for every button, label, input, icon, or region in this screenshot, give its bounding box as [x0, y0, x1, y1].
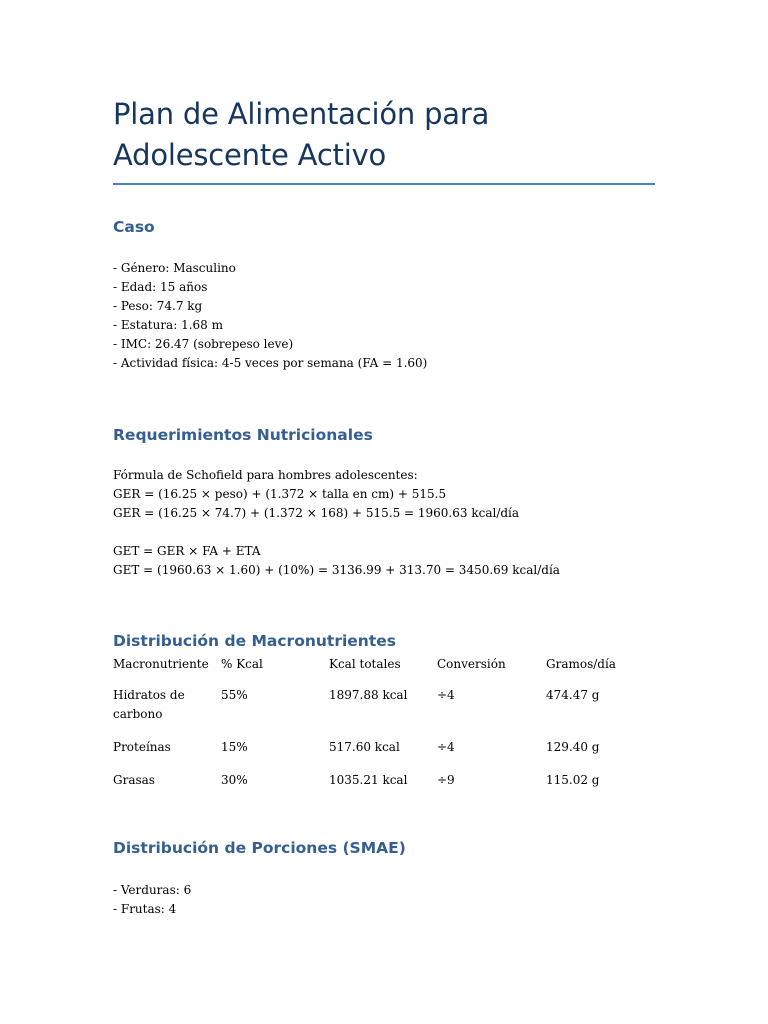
caso-item-actividad: - Actividad física: 4-5 veces por semana (FA = 1.60): [113, 356, 428, 370]
formula-get-result-line: GET = (1960.63 × 1.60) + (10%) = 3136.99 + 313.70 = 3450.69 kcal/día: [113, 563, 560, 577]
table-cell: 517.60 kcal: [329, 740, 400, 754]
table-cell: 1035.21 kcal: [329, 773, 408, 787]
table-cell: 129.40 g: [546, 740, 600, 754]
table-cell: 1897.88 kcal: [329, 688, 408, 702]
column-header: % Kcal: [221, 657, 263, 671]
formula-intro-line: Fórmula de Schofield para hombres adolescentes:: [113, 468, 418, 482]
table-cell: ÷4: [437, 740, 455, 754]
column-header: Kcal totales: [329, 657, 401, 671]
section-heading-porciones: Distribución de Porciones (SMAE): [113, 839, 406, 857]
caso-item-estatura: - Estatura: 1.68 m: [113, 318, 223, 332]
table-cell: Grasas: [113, 773, 155, 787]
formula-ger-result-line: GER = (16.25 × 74.7) + (1.372 × 168) + 515.5 = 1960.63 kcal/día: [113, 506, 520, 520]
section-heading-macronutrientes: Distribución de Macronutrientes: [113, 632, 396, 650]
table-cell: Proteínas: [113, 740, 171, 754]
table-cell: 15%: [221, 740, 248, 754]
document-title: Plan de Alimentación para Adolescente Activo: [113, 97, 490, 172]
porcion-item-frutas: - Frutas: 4: [113, 902, 177, 916]
table-row: [113, 763, 655, 796]
caso-list: [113, 259, 655, 373]
macronutrient-table: [113, 654, 655, 796]
table-cell: 115.02 g: [546, 773, 600, 787]
column-header: Gramos/día: [546, 657, 616, 671]
porciones-list: [113, 881, 655, 919]
formula-get-line: GET = GER × FA + ETA: [113, 544, 261, 558]
section-heading-requerimientos: Requerimientos Nutricionales: [113, 426, 373, 444]
title-underline: [113, 183, 655, 185]
caso-item-imc: - IMC: 26.47 (sobrepeso leve): [113, 337, 294, 351]
table-row: [113, 730, 655, 763]
caso-item-edad: - Edad: 15 años: [113, 280, 208, 294]
table-header-row: [113, 654, 655, 678]
table-cell: ÷9: [437, 773, 455, 787]
table-cell: Hidratos de carbono: [113, 688, 185, 721]
table-cell: 55%: [221, 688, 248, 702]
table-row: [113, 678, 655, 730]
table-cell: 474.47 g: [546, 688, 600, 702]
caso-item-genero: - Género: Masculino: [113, 261, 236, 275]
section-heading-caso: Caso: [113, 218, 155, 236]
formula-ger-block: [113, 466, 655, 523]
column-header: Macronutriente: [113, 657, 209, 671]
formula-ger-line: GER = (16.25 × peso) + (1.372 × talla en cm) + 515.5: [113, 487, 447, 501]
formula-get-block: [113, 542, 655, 580]
porcion-item-verduras: - Verduras: 6: [113, 883, 192, 897]
column-header: Conversión: [437, 657, 506, 671]
table-cell: ÷4: [437, 688, 455, 702]
caso-item-peso: - Peso: 74.7 kg: [113, 299, 203, 313]
table-cell: 30%: [221, 773, 248, 787]
